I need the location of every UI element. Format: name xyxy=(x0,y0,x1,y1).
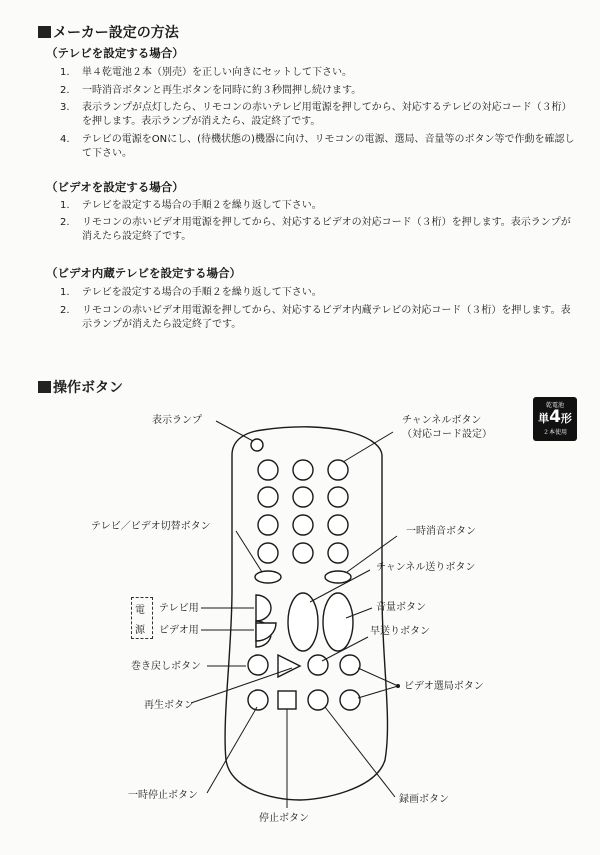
label-pause: 一時停止ボタン xyxy=(128,790,198,801)
number-button xyxy=(293,487,313,507)
video-channel-button-2 xyxy=(340,690,360,710)
label-indicator: 表示ランプ xyxy=(152,415,202,426)
number-pad xyxy=(258,460,348,563)
tv-step-1: 1. 単４乾電池２本（別売）を正しい向きにセットして下さい。 xyxy=(60,67,352,78)
label-play: 再生ボタン xyxy=(144,700,194,711)
play-button xyxy=(278,655,300,677)
record-leader-line xyxy=(325,707,395,797)
play-leader-line xyxy=(191,668,292,703)
power-char-1: 電 xyxy=(135,605,145,616)
label-channel: チャンネルボタン xyxy=(402,415,482,426)
maker-section-title: メーカー設定の方法 xyxy=(38,22,179,42)
number-button xyxy=(293,515,313,535)
pause-button xyxy=(248,690,268,710)
number-button xyxy=(328,460,348,480)
label-rewind: 巻き戻しボタン xyxy=(131,661,201,672)
mute-button xyxy=(325,571,351,583)
number-button xyxy=(258,460,278,480)
number-button xyxy=(328,543,348,563)
indicator-leader-line xyxy=(216,421,253,441)
label-channel-up: チャンネル送りボタン xyxy=(376,562,476,573)
video-channel-button-1 xyxy=(340,655,360,675)
rewind-button xyxy=(248,655,268,675)
video-ch-leader-2 xyxy=(358,686,398,698)
tv-video-switch-button xyxy=(255,571,281,583)
video-step-1: 1. テレビを設定する場合の手順２を繰り返して下さい。 xyxy=(60,200,322,211)
channel-up-down-button xyxy=(288,593,318,651)
combo-step-2: 2. リモコンの赤いビデオ用電源を押してから、対応するビデオ内蔵テレビの対応コード（３桁）を押します。表示ランプが消えたら設定終了です。 xyxy=(60,305,571,330)
stop-button xyxy=(278,691,296,709)
fast-forward-button xyxy=(308,655,328,675)
video-step-2: 2. リモコンの赤いビデオ用電源を押してから、対応するビデオの対応コード（３桁）を押します。表示ランプが消えたら設定終了です。 xyxy=(60,217,571,242)
volume-button xyxy=(323,593,353,651)
number-button xyxy=(293,460,313,480)
video-ch-leader-1 xyxy=(358,668,398,686)
label-video-channel: ビデオ選局ボタン xyxy=(404,681,484,692)
number-button xyxy=(258,487,278,507)
leader-dot xyxy=(396,684,400,688)
combo-step-1: 1. テレビを設定する場合の手順２を繰り返して下さい。 xyxy=(60,287,322,298)
label-tv-power: テレビ用 xyxy=(159,603,199,614)
tv-power-button xyxy=(256,595,271,621)
channel-leader-line xyxy=(343,432,393,462)
label-stop: 停止ボタン xyxy=(259,813,309,824)
power-box xyxy=(131,597,153,639)
tv-step-3: 3. 表示ランプが点灯したら、リモコンの赤いテレビ用電源を押してから、対応するテレビの対応コード（３桁）を押します。表示ランプが消えたら、設定終了です。 xyxy=(60,102,572,127)
label-fast-forward: 早送りボタン xyxy=(370,626,430,637)
number-button xyxy=(293,543,313,563)
tv-step-4: 4. テレビの電源をONにし、(待機状態の)機器に向け、リモコンの電源、選局、音量等のボタン等で作動を確認して下さい。 xyxy=(60,134,575,159)
pause-leader-line xyxy=(207,707,257,793)
number-button xyxy=(258,515,278,535)
ops-section-title: 操作ボタン xyxy=(38,377,123,397)
number-button xyxy=(328,515,348,535)
label-tv-video-switch: テレビ／ビデオ切替ボタン xyxy=(91,521,211,532)
battery-badge: 乾電池 単4形 ２本使用 xyxy=(533,397,577,441)
label-video-power: ビデオ用 xyxy=(159,625,199,636)
label-volume: 音量ボタン xyxy=(376,602,426,613)
combo-heading: （ビデオ内蔵テレビを設定する場合） xyxy=(46,266,242,280)
label-mute: 一時消音ボタン xyxy=(406,526,476,537)
number-button xyxy=(258,543,278,563)
number-button xyxy=(328,487,348,507)
power-char-2: 源 xyxy=(135,625,145,636)
video-heading: （ビデオを設定する場合） xyxy=(46,180,184,194)
video-power-button xyxy=(256,623,276,641)
tv-heading: （テレビを設定する場合） xyxy=(46,46,184,60)
tv-step-2: 2. 一時消音ボタンと再生ボタンを同時に約３秒間押し続けます。 xyxy=(60,85,362,96)
label-channel-sub: （対応コード設定） xyxy=(402,429,492,440)
label-record: 録画ボタン xyxy=(399,794,449,805)
